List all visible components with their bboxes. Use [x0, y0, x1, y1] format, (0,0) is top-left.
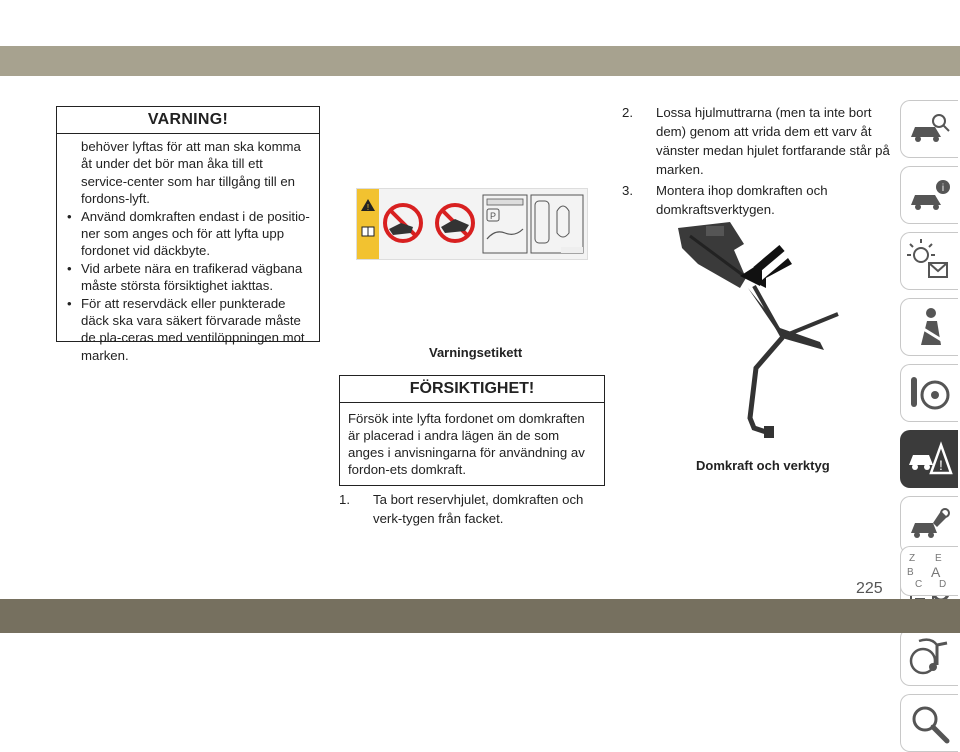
svg-text:C: C [915, 579, 923, 590]
warning-box [56, 106, 320, 363]
page-number: 225 [856, 580, 883, 597]
warning-body [57, 134, 319, 364]
step-1 [339, 490, 607, 528]
svg-text:i: i [941, 183, 945, 194]
warning-title: VARNING! [57, 107, 319, 134]
roadside-emergency-icon[interactable] [900, 430, 958, 488]
svg-text:E: E [935, 553, 942, 564]
steering-icon[interactable] [900, 364, 958, 422]
svg-text:P: P [489, 211, 497, 221]
svg-text:!: ! [939, 457, 943, 473]
warning-label-caption: Varningsetikett [429, 345, 523, 360]
jack-caption: Domkraft och verktyg [696, 458, 830, 473]
svg-text:D: D [939, 579, 947, 590]
caution-title: FÖRSIKTIGHET! [340, 376, 604, 403]
step-text: Montera ihop domkraften och domkraftsverktygen. [656, 183, 828, 217]
warning-bullet: • För att reservdäck eller punkterade däck ska vara säkert förvarade måste de pla-ceras med ventilöppningen mot marken. [65, 295, 310, 365]
safety-icon[interactable] [900, 298, 958, 356]
warning-lights-icon[interactable] [900, 232, 958, 290]
svg-text:Z: Z [909, 553, 916, 564]
warning-list [65, 208, 310, 365]
warning-bullet: • Vid arbete nära en trafikerad vägbana måste största försiktighet iakttas. [65, 260, 310, 295]
warning-bullet: • Använd domkraften endast i de positio-ner som anges och för att lyfta upp fordonet vid däckbyte. [65, 208, 310, 260]
svg-text:B: B [907, 567, 914, 578]
step-number: 3. [622, 183, 633, 198]
step-text: Lossa hjulmuttrarna (men ta inte bort dem) genom att vrida dem ett varv åt vänster medan hjulet fortfarande står på marken. [656, 105, 890, 177]
search-icon[interactable] [900, 694, 958, 752]
jack-and-tools-image [670, 218, 850, 450]
warning-label-image [356, 188, 588, 260]
index-icon[interactable] [900, 546, 958, 596]
multimedia-icon[interactable] [900, 628, 958, 686]
step-text: Ta bort reservhjulet, domkraften och verk-tygen från facket. [373, 492, 584, 526]
step-3 [622, 181, 892, 219]
footer-bar [0, 599, 960, 633]
car-info-icon[interactable] [900, 166, 958, 224]
caution-body: Försök inte lyfta fordonet om domkraften är placerad i andra lägen än de som anges i anvisningarna för användning av fordon-ets domkraft. [348, 411, 585, 477]
warning-intro: behöver lyftas för att man ska komma åt under det bör man åka till ett service-center som har tillgång till en fordons-lyft. [81, 139, 301, 207]
car-search-icon[interactable] [900, 100, 958, 158]
step-2 [622, 103, 892, 179]
step-number: 1. [339, 492, 350, 507]
caution-box [339, 375, 605, 486]
header-bar [0, 46, 960, 76]
step-number: 2. [622, 105, 633, 120]
svg-text:A: A [931, 564, 941, 580]
svg-text:!: ! [366, 203, 370, 212]
